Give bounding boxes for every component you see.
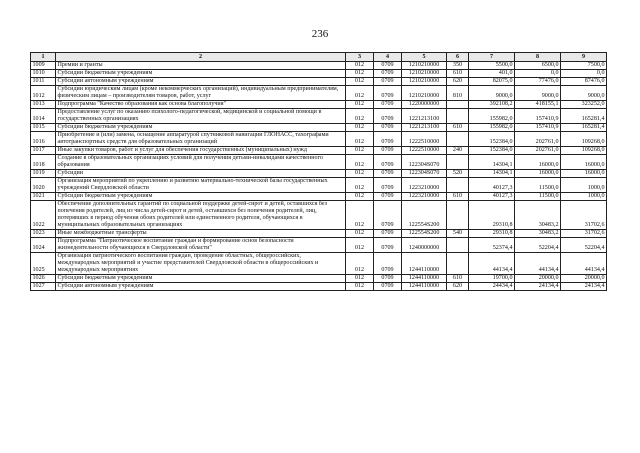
code-ministry: 012 (346, 78, 374, 86)
code-ministry: 012 (346, 101, 374, 109)
table-row (31, 178, 607, 193)
row-number: 1022 (31, 201, 56, 230)
header-cell: 4 (374, 53, 402, 62)
amount-year-1: 29310,8 (469, 230, 515, 238)
amount-year-2: 44134,4 (515, 253, 561, 275)
code-section: 0709 (374, 201, 402, 230)
table-row (31, 275, 607, 283)
code-section: 0709 (374, 147, 402, 155)
amount-year-2: 202761,0 (515, 132, 561, 147)
code-target: 1223210000 (402, 193, 447, 201)
amount-year-1: 155982,0 (469, 109, 515, 124)
table-row (31, 201, 607, 230)
amount-year-1: 40127,3 (469, 193, 515, 201)
amount-year-3: 16000,0 (561, 170, 607, 178)
amount-year-3: 109268,0 (561, 147, 607, 155)
amount-year-3: 16000,0 (561, 155, 607, 170)
amount-year-3: 31702,6 (561, 230, 607, 238)
code-section: 0709 (374, 78, 402, 86)
table-row (31, 78, 607, 86)
row-name: Субсидии юридическим лицам (кроме некоммерческих организаций), индивидуальным предпринимателям, физическим лицам – производителям товаров, работ, услуг (56, 86, 346, 101)
code-expense-type (447, 132, 469, 147)
header-cell: 5 (402, 53, 447, 62)
amount-year-2: 157410,9 (515, 124, 561, 132)
table-row (31, 70, 607, 78)
code-target: 1221213100 (402, 124, 447, 132)
code-section: 0709 (374, 178, 402, 193)
code-ministry: 012 (346, 132, 374, 147)
code-expense-type (447, 155, 469, 170)
row-name: Премии и гранты (56, 62, 346, 70)
code-target: 122554S200 (402, 201, 447, 230)
code-expense-type (447, 178, 469, 193)
code-ministry: 012 (346, 230, 374, 238)
row-number: 1014 (31, 109, 56, 124)
code-target: 122554S200 (402, 230, 447, 238)
amount-year-3: 109268,0 (561, 132, 607, 147)
table-row (31, 109, 607, 124)
amount-year-2: 16000,0 (515, 155, 561, 170)
row-name: Субсидии бюджетным учреждениям (56, 70, 346, 78)
amount-year-1: 52374,4 (469, 238, 515, 253)
code-ministry: 012 (346, 201, 374, 230)
header-cell: 9 (561, 53, 607, 62)
amount-year-2: 30483,2 (515, 201, 561, 230)
amount-year-3: 7500,0 (561, 62, 607, 70)
code-expense-type (447, 253, 469, 275)
row-name: Иные закупки товаров, работ и услуг для обеспечения государственных (муниципальных) нужд (56, 147, 346, 155)
amount-year-1: 82075,0 (469, 78, 515, 86)
amount-year-3: 20000,0 (561, 275, 607, 283)
amount-year-3: 0,0 (561, 70, 607, 78)
row-number: 1024 (31, 238, 56, 253)
code-target: 122304S070 (402, 155, 447, 170)
header-cell: 2 (56, 53, 346, 62)
amount-year-1: 5500,0 (469, 62, 515, 70)
table-row (31, 230, 607, 238)
code-ministry: 012 (346, 178, 374, 193)
code-ministry: 012 (346, 86, 374, 101)
table-row (31, 170, 607, 178)
row-name: Подпрограмма "Патриотическое воспитание граждан и формирование основ безопасности жизнедеятельности обучающихся в Свердловской области" (56, 238, 346, 253)
code-section: 0709 (374, 193, 402, 201)
row-name: Организация мероприятий по укреплению и развитию материально-технической базы государственных учреждений Свердловской области (56, 178, 346, 193)
row-number: 1023 (31, 230, 56, 238)
amount-year-3: 87476,0 (561, 78, 607, 86)
code-target: 122304S070 (402, 170, 447, 178)
amount-year-2: 0,0 (515, 70, 561, 78)
row-name: Субсидии автономным учреждениям (56, 283, 346, 291)
amount-year-3: 1000,0 (561, 178, 607, 193)
code-expense-type: 350 (447, 62, 469, 70)
amount-year-3: 1000,0 (561, 193, 607, 201)
header-cell: 8 (515, 53, 561, 62)
code-ministry: 012 (346, 62, 374, 70)
row-number: 1019 (31, 170, 56, 178)
code-target: 1210210000 (402, 86, 447, 101)
code-expense-type: 540 (447, 230, 469, 238)
header-cell: 6 (447, 53, 469, 62)
row-name: Субсидии бюджетным учреждениям (56, 193, 346, 201)
code-expense-type: 620 (447, 283, 469, 291)
row-number: 1017 (31, 147, 56, 155)
code-ministry: 012 (346, 70, 374, 78)
budget-table (30, 52, 607, 291)
code-section: 0709 (374, 109, 402, 124)
table-row (31, 62, 607, 70)
amount-year-1: 19700,0 (469, 275, 515, 283)
amount-year-1: 152384,0 (469, 147, 515, 155)
code-ministry: 012 (346, 124, 374, 132)
row-number: 1009 (31, 62, 56, 70)
row-number: 1013 (31, 101, 56, 109)
row-number: 1016 (31, 132, 56, 147)
code-target: 1222510000 (402, 132, 447, 147)
amount-year-3: 31702,6 (561, 201, 607, 230)
code-section: 0709 (374, 62, 402, 70)
row-name: Создание в образовательных организациях условий для получения детьми-инвалидами качественного образования (56, 155, 346, 170)
amount-year-2: 11500,0 (515, 193, 561, 201)
code-ministry: 012 (346, 147, 374, 155)
row-number: 1026 (31, 275, 56, 283)
code-ministry: 012 (346, 253, 374, 275)
code-target: 1223210000 (402, 178, 447, 193)
amount-year-1: 44134,4 (469, 253, 515, 275)
code-target: 1220000000 (402, 101, 447, 109)
code-expense-type: 610 (447, 193, 469, 201)
code-section: 0709 (374, 86, 402, 101)
amount-year-3: 323252,0 (561, 101, 607, 109)
amount-year-1: 155982,0 (469, 124, 515, 132)
amount-year-1: 392108,2 (469, 101, 515, 109)
code-target: 1210210000 (402, 62, 447, 70)
amount-year-2: 202761,0 (515, 147, 561, 155)
code-section: 0709 (374, 230, 402, 238)
row-number: 1010 (31, 70, 56, 78)
code-section: 0709 (374, 283, 402, 291)
amount-year-3: 9000,0 (561, 86, 607, 101)
amount-year-1: 152384,0 (469, 132, 515, 147)
page-number: 236 (311, 28, 329, 40)
code-section: 0709 (374, 124, 402, 132)
code-expense-type: 240 (447, 147, 469, 155)
code-ministry: 012 (346, 193, 374, 201)
table-row (31, 155, 607, 170)
code-target: 1244110000 (402, 253, 447, 275)
table-row (31, 253, 607, 275)
row-name: Субсидии автономным учреждениям (56, 78, 346, 86)
code-ministry: 012 (346, 238, 374, 253)
row-name: Приобретение и (или) замена, оснащение аппаратурой спутниковой навигации ГЛОНАСС, тахографами автотранспортных средств для образовательных организаций (56, 132, 346, 147)
row-number: 1015 (31, 124, 56, 132)
table-row (31, 238, 607, 253)
code-ministry: 012 (346, 155, 374, 170)
amount-year-2: 157410,9 (515, 109, 561, 124)
amount-year-3: 52204,4 (561, 238, 607, 253)
table-row (31, 101, 607, 109)
code-expense-type (447, 109, 469, 124)
header-cell: 7 (469, 53, 515, 62)
code-section: 0709 (374, 275, 402, 283)
table-row (31, 147, 607, 155)
row-number: 1027 (31, 283, 56, 291)
row-name: Субсидии бюджетным учреждениям (56, 275, 346, 283)
code-target: 1210210000 (402, 78, 447, 86)
code-expense-type (447, 238, 469, 253)
code-target: 1244110000 (402, 283, 447, 291)
code-expense-type: 610 (447, 70, 469, 78)
code-expense-type: 520 (447, 170, 469, 178)
row-number: 1021 (31, 193, 56, 201)
amount-year-3: 165281,4 (561, 109, 607, 124)
amount-year-2: 11500,0 (515, 178, 561, 193)
table-row (31, 132, 607, 147)
code-expense-type: 610 (447, 275, 469, 283)
amount-year-3: 165281,4 (561, 124, 607, 132)
table-body (31, 62, 607, 291)
amount-year-2: 77476,0 (515, 78, 561, 86)
code-target: 1210210000 (402, 70, 447, 78)
table-row (31, 124, 607, 132)
amount-year-1: 401,0 (469, 70, 515, 78)
amount-year-1: 40127,3 (469, 178, 515, 193)
header-cell: 3 (346, 53, 374, 62)
amount-year-2: 30483,2 (515, 230, 561, 238)
header-cell: 1 (31, 53, 56, 62)
code-target: 1222510000 (402, 147, 447, 155)
code-ministry: 012 (346, 170, 374, 178)
row-name: Обеспечение дополнительных гарантий по социальной поддержке детей-сирот и детей, оставшихся без попечения родителей, лиц из числа детей-сирот и детей, оставшихся без попечения родителей, лиц, потерявших в период обучения обоих родителей или единственного родителя, обучающихся в муниципальных образовательных организациях (56, 201, 346, 230)
row-name: Организация патриотического воспитания граждан, проведение областных, общероссийских, международных мероприятий и участие представителей Свердловской области в общероссийских и международных мероприятиях (56, 253, 346, 275)
row-name: Иные межбюджетные трансферты (56, 230, 346, 238)
amount-year-3: 24134,4 (561, 283, 607, 291)
code-expense-type: 610 (447, 124, 469, 132)
code-target: 1240000000 (402, 238, 447, 253)
amount-year-2: 6500,0 (515, 62, 561, 70)
row-number: 1011 (31, 78, 56, 86)
code-target: 1244110000 (402, 275, 447, 283)
row-name: Субсидии (56, 170, 346, 178)
code-ministry: 012 (346, 109, 374, 124)
amount-year-1: 24434,4 (469, 283, 515, 291)
code-expense-type: 810 (447, 86, 469, 101)
table-row (31, 283, 607, 291)
amount-year-2: 24134,4 (515, 283, 561, 291)
code-section: 0709 (374, 170, 402, 178)
code-section: 0709 (374, 238, 402, 253)
table-row (31, 193, 607, 201)
row-name: Подпрограмма "Качество образования как основа благополучия" (56, 101, 346, 109)
row-number: 1018 (31, 155, 56, 170)
row-number: 1025 (31, 253, 56, 275)
table-header-row (31, 53, 607, 62)
amount-year-2: 418155,1 (515, 101, 561, 109)
amount-year-2: 16000,0 (515, 170, 561, 178)
row-name: Предоставление услуг по оказанию психолого-педагогической, медицинской и социальной помощи в государственных организациях (56, 109, 346, 124)
code-section: 0709 (374, 253, 402, 275)
row-name: Субсидии бюджетным учреждениям (56, 124, 346, 132)
code-expense-type: 620 (447, 78, 469, 86)
amount-year-3: 44134,4 (561, 253, 607, 275)
code-target: 1221213100 (402, 109, 447, 124)
row-number: 1012 (31, 86, 56, 101)
amount-year-1: 14304,1 (469, 155, 515, 170)
code-section: 0709 (374, 101, 402, 109)
table-row (31, 86, 607, 101)
amount-year-1: 14304,1 (469, 170, 515, 178)
amount-year-1: 29310,8 (469, 201, 515, 230)
code-ministry: 012 (346, 283, 374, 291)
code-expense-type (447, 101, 469, 109)
amount-year-1: 9000,0 (469, 86, 515, 101)
amount-year-2: 9000,0 (515, 86, 561, 101)
code-ministry: 012 (346, 275, 374, 283)
code-section: 0709 (374, 155, 402, 170)
amount-year-2: 20000,0 (515, 275, 561, 283)
row-number: 1020 (31, 178, 56, 193)
code-section: 0709 (374, 132, 402, 147)
code-expense-type (447, 201, 469, 230)
code-section: 0709 (374, 70, 402, 78)
amount-year-2: 52204,4 (515, 238, 561, 253)
